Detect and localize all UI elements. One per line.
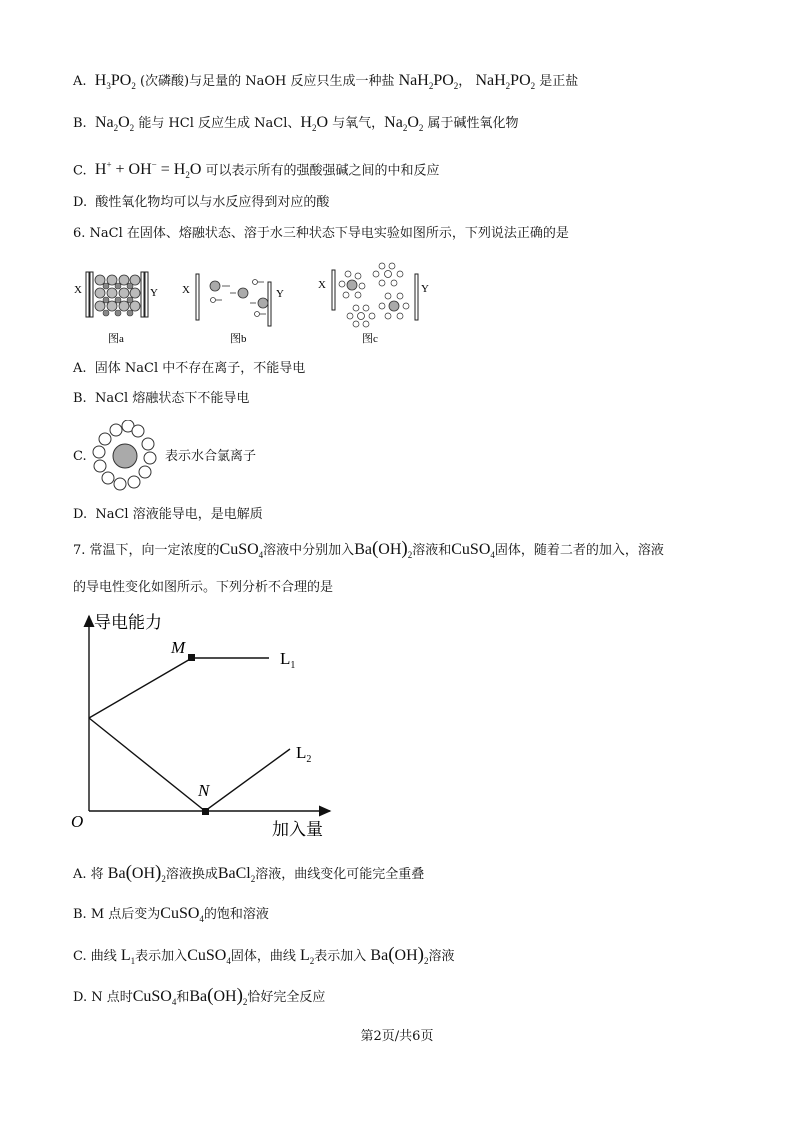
formula-cuso4-b: CuSO$_4$	[160, 905, 204, 925]
fig-a-caption: 图a	[108, 333, 124, 345]
q6-option-c: C.	[73, 449, 87, 464]
formula-baoh2: $Ba(OH)_2$	[354, 538, 413, 561]
y-axis-label: 导电能力	[94, 613, 162, 632]
hydrated-chloride-icon	[90, 420, 160, 492]
curve-l2-label: $L_2$	[296, 743, 312, 765]
origin-label: O	[71, 812, 84, 831]
fig-c-caption: 图c	[362, 333, 378, 345]
q7-option-b: B. M 点后变为CuSO$_4$的饱和溶液	[73, 905, 269, 925]
fig-c-y-label: Y	[421, 283, 429, 295]
formula-cuso4: CuSO$_4$	[219, 541, 264, 561]
formula-h2o: $H_2O$	[300, 114, 329, 134]
formula-l1: $L_1$	[120, 947, 136, 967]
curve-l1-label: $L_1$	[280, 649, 296, 671]
q6-option-d: D. NaCl 溶液能导电，是电解质	[73, 507, 263, 522]
formula-cuso4-c: CuSO$_4$	[187, 947, 231, 967]
formula-cuso4-d: CuSO$_4$	[132, 988, 177, 1008]
formula-na2o2: $Na_2O_2$	[94, 114, 135, 134]
figure-c-solution	[318, 263, 429, 345]
curve-l2	[89, 718, 290, 811]
fig-b-x-label: X	[182, 284, 190, 296]
q5-option-b: B. $Na_2O_2$ 能与 HCl 反应生成 NaCl、$H_2O$ 与氧气，$Na_2O_2$ 属于碱性氧化物	[73, 114, 519, 134]
formula-baoh2-a: $Ba(OH)_2$	[107, 862, 166, 885]
q7-option-c: C. 曲线 $L_1$表示加入CuSO$_4$固体，曲线 $L_2$表示加入 $Ba(OH)_2$溶液	[73, 944, 455, 967]
formula-nah2po2-2: $NaH_2PO_2$	[475, 72, 536, 92]
conductivity-graph	[64, 606, 354, 842]
q5-option-a: A. $H_3PO_2$ (次磷酸)与足量的 NaOH 反应只生成一种盐 $NaH_2PO_2$， $NaH_2PO_2$ 是正盐	[73, 72, 579, 92]
fig-a-y-label: Y	[150, 287, 158, 299]
page-footer: 第2页/共6页	[360, 1029, 434, 1044]
fig-c-x-label: X	[318, 279, 326, 291]
point-m-label: M	[171, 638, 186, 657]
q6-option-c-text: 表示水合氯离子	[165, 449, 257, 464]
x-axis-label: 加入量	[272, 820, 323, 839]
formula-cuso4-2: CuSO$_4$	[451, 541, 495, 561]
formula-h3po2: $H_3PO_2$	[94, 72, 136, 92]
conductivity-figure	[70, 262, 450, 348]
formula-nah2po2: $NaH_2PO_2$	[398, 72, 459, 92]
q7-stem-line2: 的导电性变化如图所示。下列分析不合理的是	[73, 580, 334, 595]
formula-na2o2-2: $Na_2O_2$	[384, 114, 424, 134]
q6-option-b: B. NaCl 熔融状态下不能导电	[73, 391, 250, 406]
point-n-marker	[202, 808, 209, 815]
fig-a-x-label: X	[74, 284, 82, 296]
formula-neutralization: $H^+ + OH^- = H_2O$	[94, 160, 202, 181]
formula-l2: $L_2$	[299, 947, 315, 967]
figure-b-molten	[182, 274, 284, 345]
q6-option-a: A. 固体 NaCl 中不存在离子，不能导电	[73, 361, 306, 376]
q7-option-d: D. N 点时CuSO$_4$和$Ba(OH)_2$恰好完全反应	[73, 985, 326, 1008]
fig-b-y-label: Y	[276, 288, 284, 300]
formula-baoh2-d: $Ba(OH)_2$	[189, 985, 248, 1008]
q7-option-a: A. 将 $Ba(OH)_2$溶液换成BaCl$_2$溶液，曲线变化可能完全重叠	[73, 862, 425, 885]
formula-baoh2-c: $Ba(OH)_2$	[370, 944, 429, 967]
q7-stem-line1: 7. 常温下，向一定浓度的CuSO$_4$溶液中分别加入$Ba(OH)_2$溶液和CuSO$_4$固体，随着二者的加入，溶液	[73, 538, 664, 561]
formula-bacl2: BaCl$_2$	[217, 865, 256, 885]
curve-l1	[89, 658, 269, 718]
q5-option-c: C. $H^+ + OH^- = H_2O$ 可以表示所有的强酸强碱之间的中和反应	[73, 160, 440, 181]
q5-option-d: D. 酸性氧化物均可以与水反应得到对应的酸	[73, 195, 330, 210]
point-n-label: N	[198, 781, 210, 800]
point-m-marker	[188, 654, 195, 661]
q6-stem: 6. NaCl 在固体、熔融状态、溶于水三种状态下导电实验如图所示，下列说法正确的是	[73, 226, 569, 241]
figure-a-solid	[74, 272, 158, 345]
fig-b-caption: 图b	[230, 333, 247, 345]
